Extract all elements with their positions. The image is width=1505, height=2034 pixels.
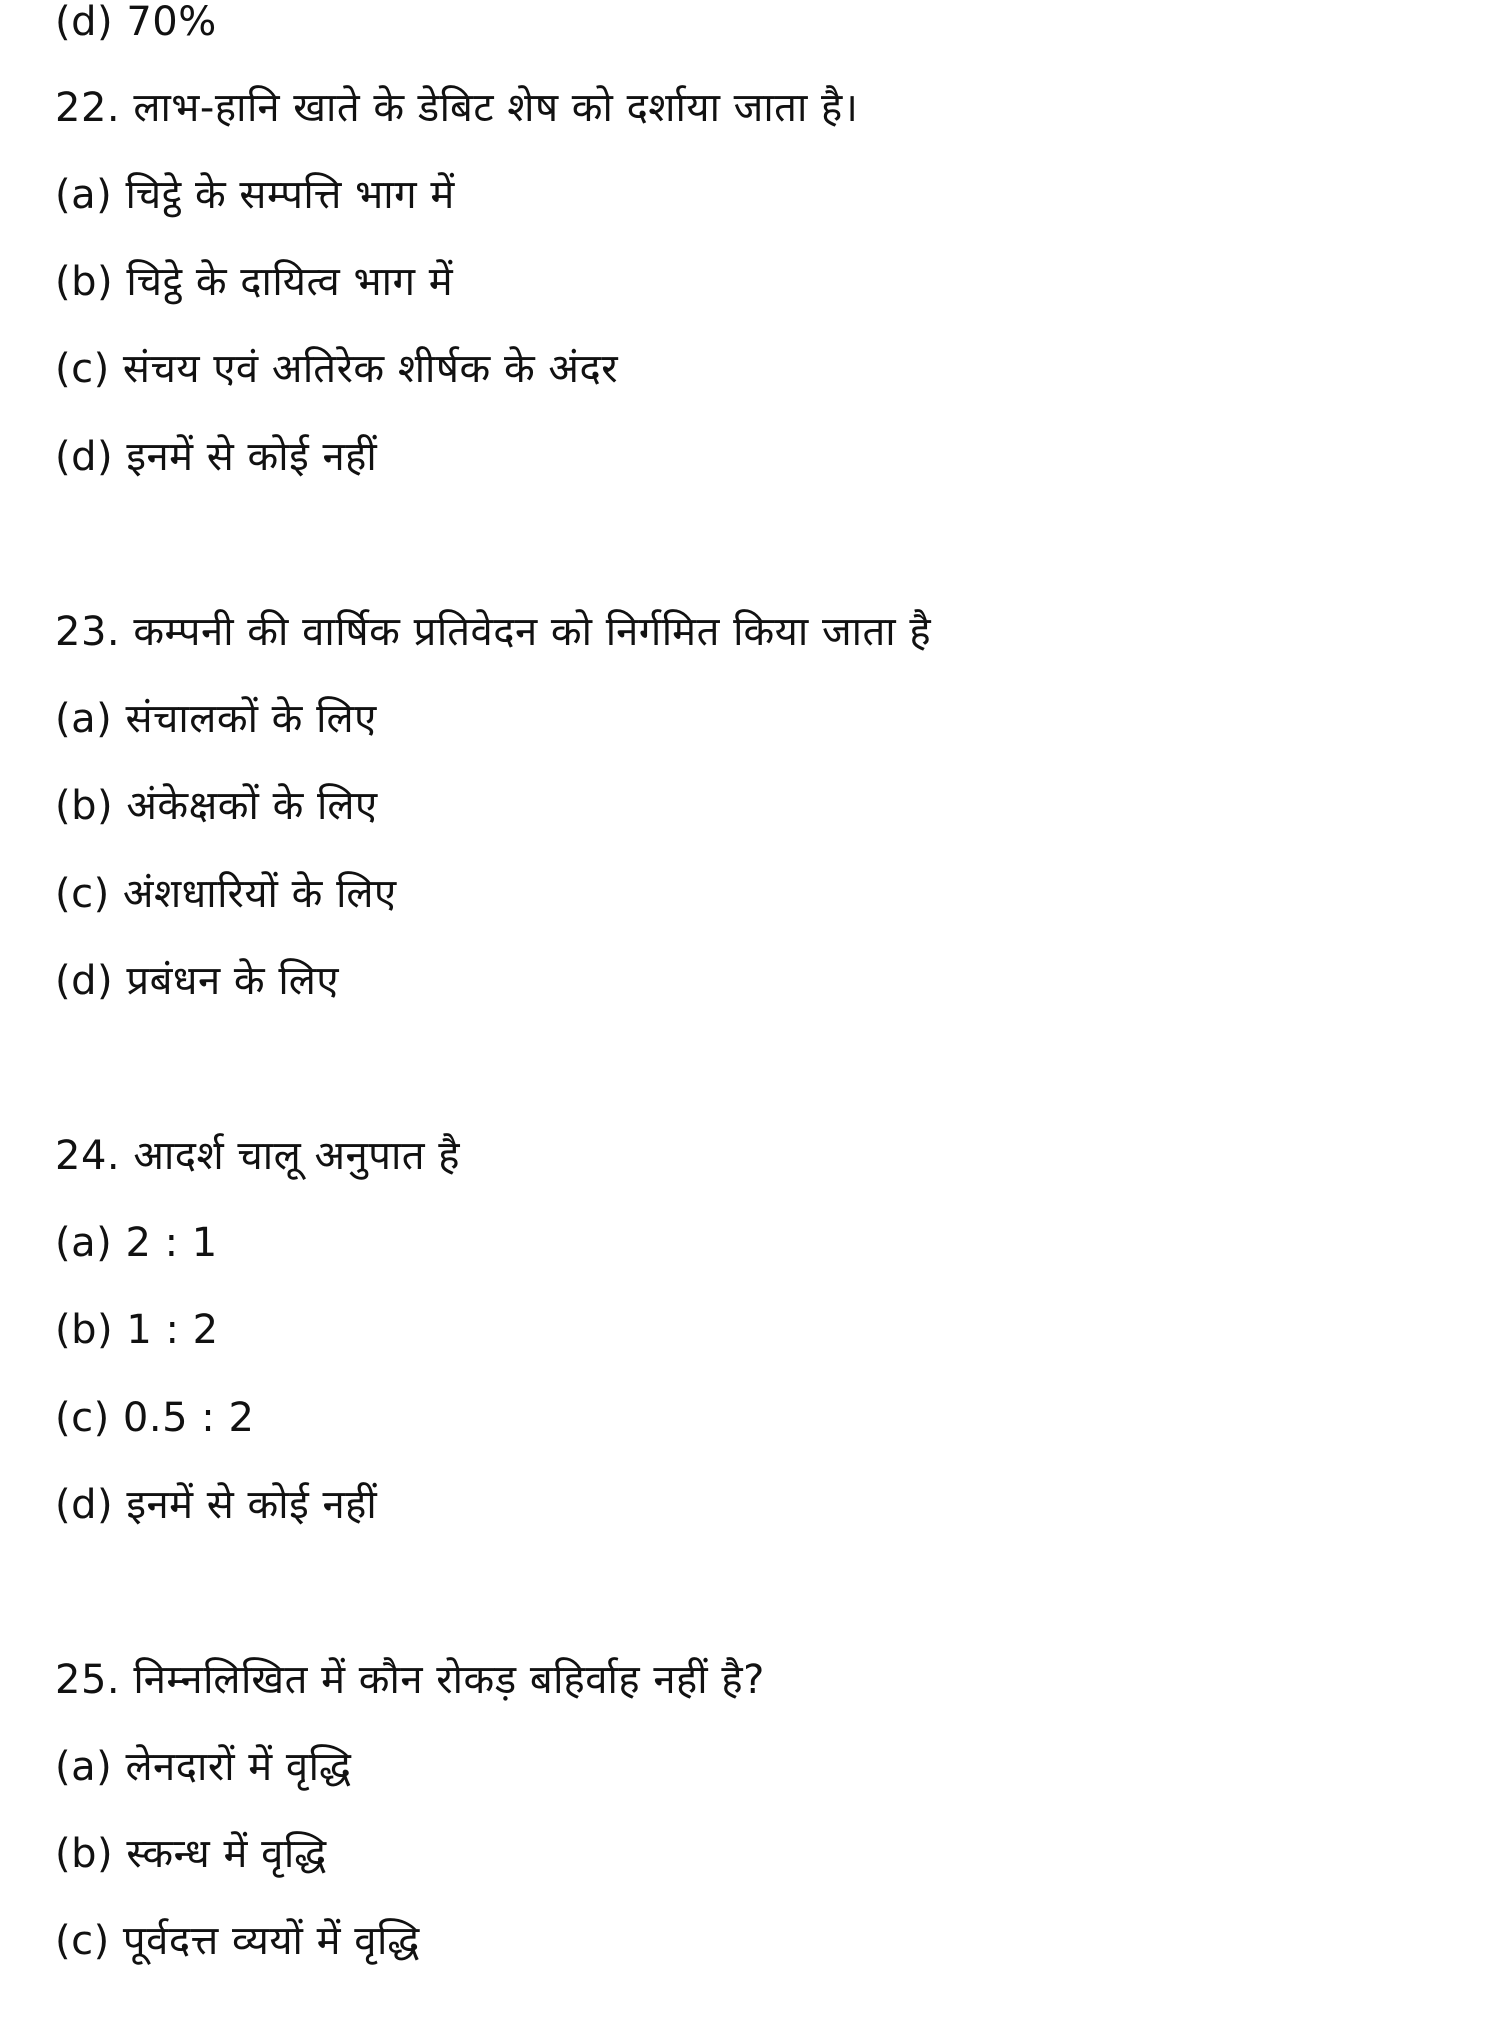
question-22-option-a: (a) चिट्ठे के सम्पत्ति भाग में [55,172,455,218]
question-23: 23. कम्पनी की वार्षिक प्रतिवेदन को निर्गमित किया जाता है [55,609,932,655]
question-24-option-c: (c) 0.5 : 2 [55,1395,255,1441]
question-23-option-b: (b) अंकेक्षकों के लिए [55,783,378,829]
question-23-option-a: (a) संचालकों के लिए [55,696,377,742]
question-23-option-d: (d) प्रबंधन के लिए [55,958,339,1004]
question-22-option-d: (d) इनमें से कोई नहीं [55,434,378,480]
question-22: 22. लाभ-हानि खाते के डेबिट शेष को दर्शाया जाता है। [55,85,859,131]
question-25: 25. निम्नलिखित में कौन रोकड़ बहिर्वाह नहीं है? [55,1657,765,1703]
question-24-option-b: (b) 1 : 2 [55,1307,219,1353]
question-24-option-a: (a) 2 : 1 [55,1220,218,1266]
question-24: 24. आदर्श चालू अनुपात है [55,1133,461,1179]
question-25-option-c: (c) पूर्वदत्त व्ययों में वृद्धि [55,1918,420,1964]
question-25-option-a: (a) लेनदारों में वृद्धि [55,1744,352,1790]
question-22-option-c: (c) संचय एवं अतिरेक शीर्षक के अंदर [55,346,619,392]
question-25-option-b: (b) स्कन्ध में वृद्धि [55,1831,327,1877]
question-22-option-b: (b) चिट्ठे के दायित्व भाग में [55,259,454,305]
question-24-option-d: (d) इनमें से कोई नहीं [55,1482,378,1528]
question-23-option-c: (c) अंशधारियों के लिए [55,871,397,917]
option-d-previous: (d) 70% [55,0,217,45]
